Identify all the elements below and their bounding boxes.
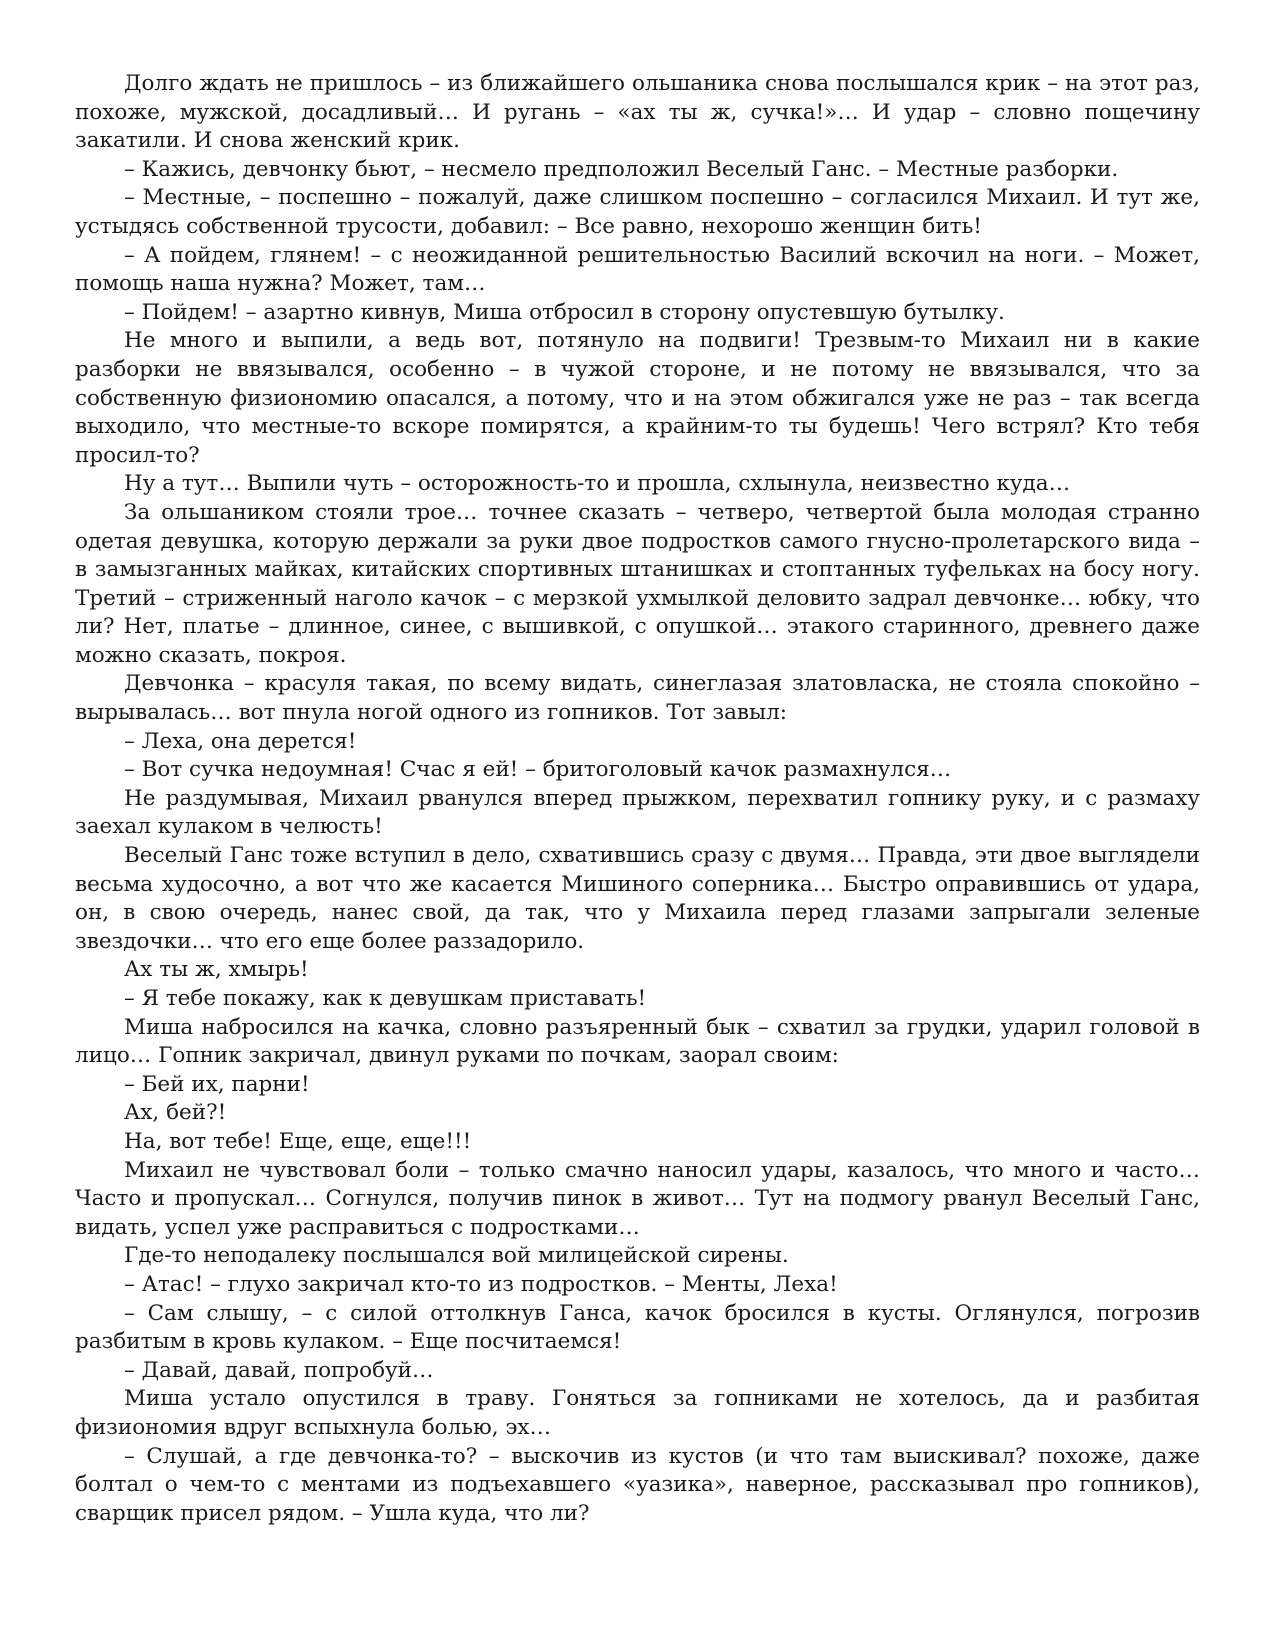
- paragraph: Михаил не чувствовал боли – только смачно наносил удары, казалось, что много и часто… Часто и пропускал… Согнулся, получив пинок в живот… Тут на подмогу рванул Веселый Ганс, видать, успел уже расправиться с подростками…: [75, 1157, 1200, 1240]
- paragraph: Долго ждать не пришлось – из ближайшего ольшаника снова послышался крик – на этот раз, похоже, мужской, досадливый… И ругань – «ах ты ж, сучка!»… И удар – словно пощечину закатили. И снова женский крик.: [75, 71, 1200, 154]
- paragraph: Где-то неподалеку послышался вой милицейской сирены.: [124, 1243, 789, 1269]
- paragraph: – Сам слышу, – с силой оттолкнув Ганса, качок бросился в кусты. Оглянулся, погрозив разбитым в кровь кулаком. – Еще посчитаемся!: [75, 1300, 1200, 1355]
- paragraph: – Атас! – глухо закричал кто-то из подростков. – Менты, Леха!: [124, 1271, 838, 1297]
- paragraph: Веселый Ганс тоже вступил в дело, схватившись сразу с двумя… Правда, эти двое выглядели весьма худосочно, а вот что же касается Мишиного соперника… Быстро оправившись от удара, он, в свою очередь, нанес свой, да так, что у Михаила перед глазами запрыгали зеленые звездочки… что его еще более раззадорило.: [75, 843, 1200, 954]
- paragraph: Не раздумывая, Михаил рванулся вперед прыжком, перехватил гопнику руку, и с размаху заехал кулаком в челюсть!: [75, 785, 1200, 840]
- paragraph: – Кажись, девчонку бьют, – несмело предположил Веселый Ганс. – Местные разборки.: [124, 156, 1119, 182]
- paragraph: – Леха, она дерется!: [124, 728, 357, 754]
- paragraph: Не много и выпили, а ведь вот, потянуло на подвиги! Трезвым-то Михаил ни в какие разборки не ввязывался, особенно – в чужой стороне, и не потому не ввязывался, что за собственную физиономию опасался, а потому, что и на этом обжигался уже не раз – так всегда выходило, что местные-то вскоре помирятся, а крайним-то ты будешь! Чего встрял? Кто тебя просил-то?: [75, 328, 1200, 468]
- paragraph: За ольшаником стояли трое… точнее сказать – четверо, четвертой была молодая странно одетая девушка, которую держали за руки двое подростков самого гнусно-пролетарского вида – в замызганных майках, китайских спортивных штанишках и стоптанных туфельках на босу ногу. Третий – стриженный наголо качок – с мерзкой ухмылкой деловито задрал девчонке… юбку, что ли? Нет, платье – длинное, синее, с вышивкой, с опушкой… этакого старинного, древнего даже можно сказать, покроя.: [75, 499, 1200, 668]
- paragraph: – Пойдем! – азартно кивнув, Миша отбросил в сторону опустевшую бутылку.: [124, 299, 1005, 325]
- paragraph: Ах ты ж, хмырь!: [124, 957, 309, 983]
- paragraph: – Бей их, парни!: [124, 1071, 310, 1097]
- paragraph: Миша набросился на качка, словно разъяренный бык – схватил за грудки, ударил головой в лицо… Гопник закричал, двинул руками по почкам, заорал своим:: [75, 1014, 1200, 1069]
- document-page: [75, 70, 1200, 1528]
- paragraph: Ну а тут… Выпили чуть – осторожность-то и прошла, схлынула, неизвестно куда…: [124, 471, 1071, 497]
- paragraph: На, вот тебе! Еще, еще, еще!!!: [124, 1128, 472, 1154]
- paragraph: Миша устало опустился в траву. Гоняться за гопниками не хотелось, да и разбитая физиономия вдруг вспыхнула болью, эх…: [75, 1386, 1200, 1440]
- paragraph: – А пойдем, глянем! – с неожиданной решительностью Василий вскочил на ноги. – Может, помощь наша нужна? Может, там…: [75, 242, 1200, 297]
- paragraph: – Вот сучка недоумная! Счас я ей! – бритоголовый качок размахнулся…: [124, 757, 952, 783]
- paragraph: – Слушай, а где девчонка-то? – выскочив из кустов (и что там выискивал? похоже, даже болтал о чем-то с ментами из подъехавшего «уазика», наверное, рассказывал про гопников), сварщик присел рядом. – Ушла куда, что ли?: [75, 1443, 1200, 1526]
- paragraph: – Местные, – поспешно – пожалуй, даже слишком поспешно – согласился Михаил. И тут же, устыдясь собственной трусости, добавил: – Все равно, нехорошо женщин бить!: [75, 185, 1200, 239]
- paragraph: Ах, бей?!: [124, 1100, 227, 1126]
- paragraph: – Давай, давай, попробуй…: [124, 1357, 434, 1383]
- paragraph: Девчонка – красуля такая, по всему видать, синеглазая златовласка, не стояла спокойно – вырывалась… вот пнула ногой одного из гопников. Тот завыл:: [75, 671, 1200, 726]
- paragraph: – Я тебе покажу, как к девушкам приставать!: [124, 986, 647, 1011]
